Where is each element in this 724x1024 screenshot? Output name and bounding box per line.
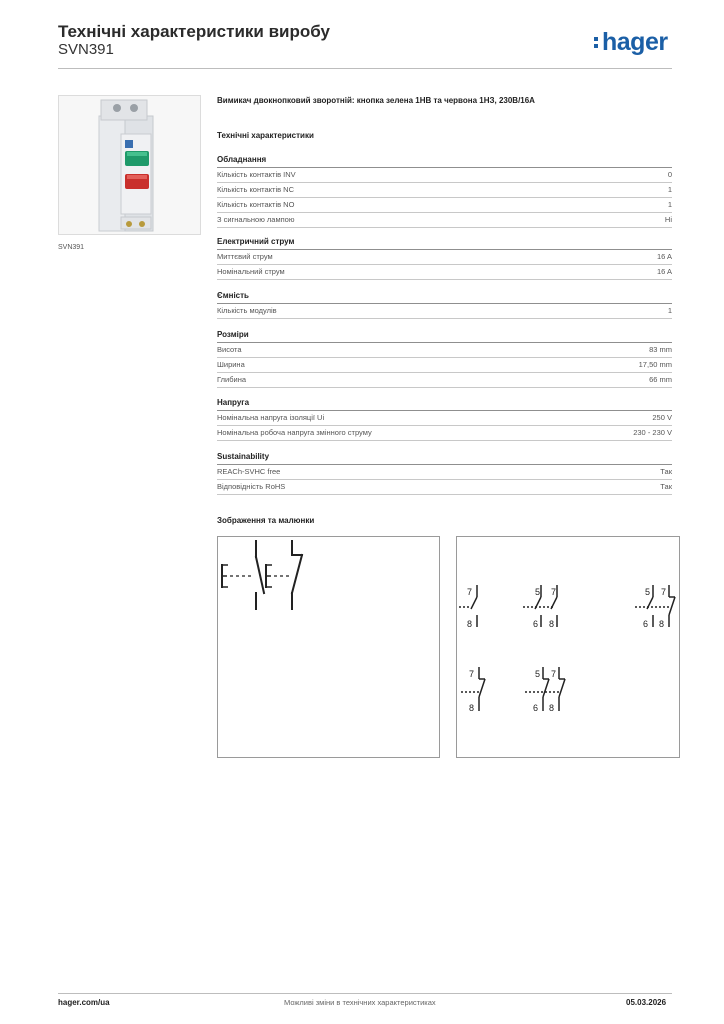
spec-label: Кількість контактів INV xyxy=(217,170,296,179)
spec-label: Кількість контактів NO xyxy=(217,200,295,209)
spec-label: Кількість контактів NC xyxy=(217,185,295,194)
terminal-label: 5 xyxy=(535,587,541,597)
spec-row xyxy=(217,465,672,480)
spec-value: Ні xyxy=(664,215,672,224)
spec-label: Відповідність RoHS xyxy=(217,482,286,491)
section-heading: Обладнання xyxy=(217,153,672,168)
terminal-label: 6 xyxy=(643,619,649,629)
spec-row xyxy=(217,480,672,495)
section-heading: Розміри xyxy=(217,328,672,343)
spec-label: Номінальна робоча напруга змінного струму xyxy=(217,428,372,437)
spec-label: Миттєвий струм xyxy=(217,252,273,261)
spec-row xyxy=(217,411,672,426)
section-heading: Електричний струм xyxy=(217,235,672,250)
section-heading: Sustainability xyxy=(217,450,672,465)
footer-website-link[interactable]: hager.com/ua xyxy=(58,998,110,1007)
product-photo xyxy=(58,95,201,235)
terminal-label: 8 xyxy=(467,619,473,629)
terminal-label: 7 xyxy=(469,669,475,679)
spec-row xyxy=(217,250,672,265)
terminal-label: 7 xyxy=(551,669,557,679)
spec-label: Номінальний струм xyxy=(217,267,285,276)
terminal-label: 6 xyxy=(533,703,539,713)
spec-row xyxy=(217,265,672,280)
logo-dots-icon xyxy=(594,37,599,51)
spec-row xyxy=(217,373,672,388)
spec-value: Так xyxy=(660,467,672,476)
switch-symbol-drawing xyxy=(218,537,439,757)
spec-value: 230 - 230 V xyxy=(633,428,672,437)
spec-value: 1 xyxy=(667,306,672,315)
terminal-label: 7 xyxy=(551,587,557,597)
product-description: Вимикач двокнопковий зворотній: кнопка зелена 1НВ та червона 1НЗ, 230В/16А xyxy=(217,96,535,105)
drawing-box-variants xyxy=(456,536,680,758)
section-capacity xyxy=(217,289,672,319)
footer-divider xyxy=(58,993,672,994)
spec-value: 250 V xyxy=(652,413,672,422)
section-voltage xyxy=(217,396,672,441)
section-current xyxy=(217,235,672,280)
spec-label: Кількість модулів xyxy=(217,306,277,315)
contact-variants-drawing xyxy=(457,537,679,757)
spec-value: 1 xyxy=(667,185,672,194)
section-heading: Напруга xyxy=(217,396,672,411)
terminal-label: 7 xyxy=(661,587,667,597)
terminal-label: 8 xyxy=(549,703,555,713)
spec-label: Номінальна напруга ізоляції Ui xyxy=(217,413,325,422)
drawing-box-symbol xyxy=(217,536,440,758)
product-code: SVN391 xyxy=(58,41,114,58)
images-heading: Зображення та малюнки xyxy=(217,516,315,525)
terminal-label: 6 xyxy=(533,619,539,629)
spec-row xyxy=(217,343,672,358)
spec-value: 1 xyxy=(667,200,672,209)
spec-row xyxy=(217,183,672,198)
spec-row xyxy=(217,304,672,319)
terminal-label: 8 xyxy=(549,619,555,629)
spec-row xyxy=(217,198,672,213)
spec-value: 17,50 mm xyxy=(638,360,672,369)
logo-text: hager xyxy=(602,28,668,56)
terminal-label: 5 xyxy=(645,587,651,597)
spec-label: Глибина xyxy=(217,375,247,384)
spec-label: З сигнальною лампою xyxy=(217,215,295,224)
spec-value: 0 xyxy=(667,170,672,179)
section-dimensions xyxy=(217,328,672,388)
specs-heading: Технічні характеристики xyxy=(217,131,314,140)
footer-note: Можливі зміни в технічних характеристиках xyxy=(284,998,436,1007)
spec-row xyxy=(217,358,672,373)
spec-value: Так xyxy=(660,482,672,491)
section-equipment xyxy=(217,153,672,228)
switch-device-image xyxy=(59,96,200,234)
header-divider xyxy=(58,68,672,69)
spec-value: 16 A xyxy=(656,267,672,276)
spec-value: 66 mm xyxy=(649,375,672,384)
photo-caption: SVN391 xyxy=(58,244,85,251)
spec-value: 83 mm xyxy=(649,345,672,354)
terminal-label: 5 xyxy=(535,669,541,679)
terminal-label: 8 xyxy=(469,703,475,713)
spec-label: Висота xyxy=(217,345,242,354)
spec-value: 16 A xyxy=(656,252,672,261)
spec-label: REACh-SVHC free xyxy=(217,467,281,476)
spec-label: Ширина xyxy=(217,360,245,369)
hager-logo xyxy=(594,28,668,57)
section-sustainability xyxy=(217,450,672,495)
page-title: Технічні характеристики виробу xyxy=(58,22,330,41)
spec-row xyxy=(217,168,672,183)
section-heading: Ємність xyxy=(217,289,672,304)
footer-date: 05.03.2026 xyxy=(626,998,667,1007)
spec-row xyxy=(217,426,672,441)
terminal-label: 8 xyxy=(659,619,665,629)
terminal-label: 7 xyxy=(467,587,473,597)
spec-row xyxy=(217,213,672,228)
